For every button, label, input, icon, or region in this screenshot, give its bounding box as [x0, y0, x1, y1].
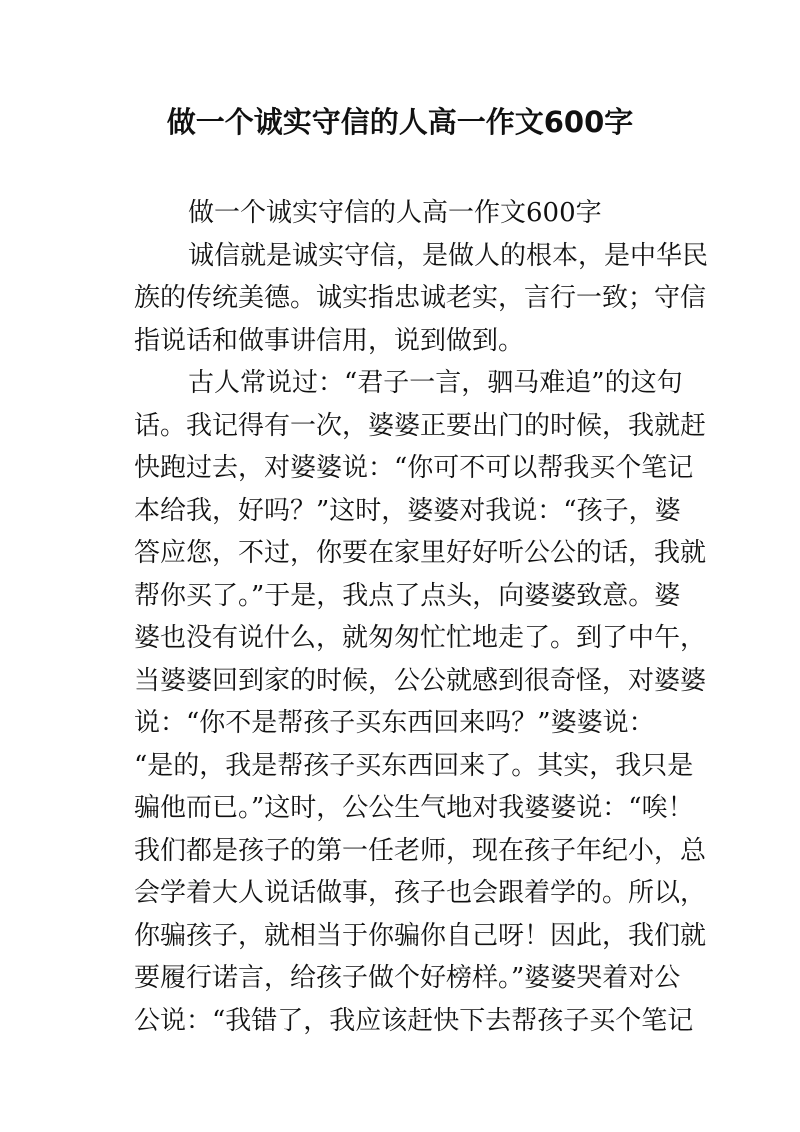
text-line: 诚信就是诚实守信，是做人的根本，是中华民	[188, 240, 709, 271]
text-line: 话。我记得有一次，婆婆正要出门的时候，我就赶	[134, 410, 707, 441]
text-line: 古人常说过：“君子一言，驷马难追”的这句	[188, 368, 683, 398]
text-line: 答应您，不过，你要在家里好好听公公的话，我就	[134, 538, 707, 568]
text-line: 要履行诺言，给孩子做个好榜样。”婆婆哭着对公	[134, 963, 681, 993]
text-line: 婆也没有说什么，就匆匆忙忙地走了。到了中午，	[134, 623, 707, 653]
text-line: “是的，我是帮孩子买东西回来了。其实，我只是	[134, 750, 694, 781]
text-line: 说：“你不是帮孩子买东西回来吗？”婆婆说：	[134, 708, 655, 738]
text-line: 你骗孩子，就相当于你骗你自己呀！因此，我们就	[134, 920, 707, 951]
text-line: 当婆婆回到家的时候，公公就感到很奇怪，对婆婆	[134, 665, 707, 696]
text-line: 帮你买了。”于是，我点了点头，向婆婆致意。婆	[134, 580, 681, 611]
document-title: 做一个诚实守信的人高一作文600字	[166, 105, 634, 139]
text-line: 指说话和做事讲信用，说到做到。	[134, 325, 525, 356]
text-line: 会学着大人说话做事，孩子也会跟着学的。所以，	[134, 878, 707, 908]
document-body	[134, 192, 709, 1042]
subtitle-line: 做一个诚实守信的人高一作文600字	[188, 198, 602, 228]
text-line: 公说：“我错了，我应该赶快下去帮孩子买个笔记	[134, 1005, 694, 1036]
text-line: 骗他而已。”这时，公公生气地对我婆婆说：“唉！	[134, 793, 694, 823]
text-line: 本给我，好吗？”这时，婆婆对我说：“孩子，婆	[134, 495, 681, 526]
text-line: 族的传统美德。诚实指忠诚老实，言行一致；守信	[134, 283, 707, 313]
text-line: 我们都是孩子的第一任老师，现在孩子年纪小，总	[134, 835, 707, 866]
text-line: 快跑过去，对婆婆说：“你可不可以帮我买个笔记	[134, 453, 694, 483]
